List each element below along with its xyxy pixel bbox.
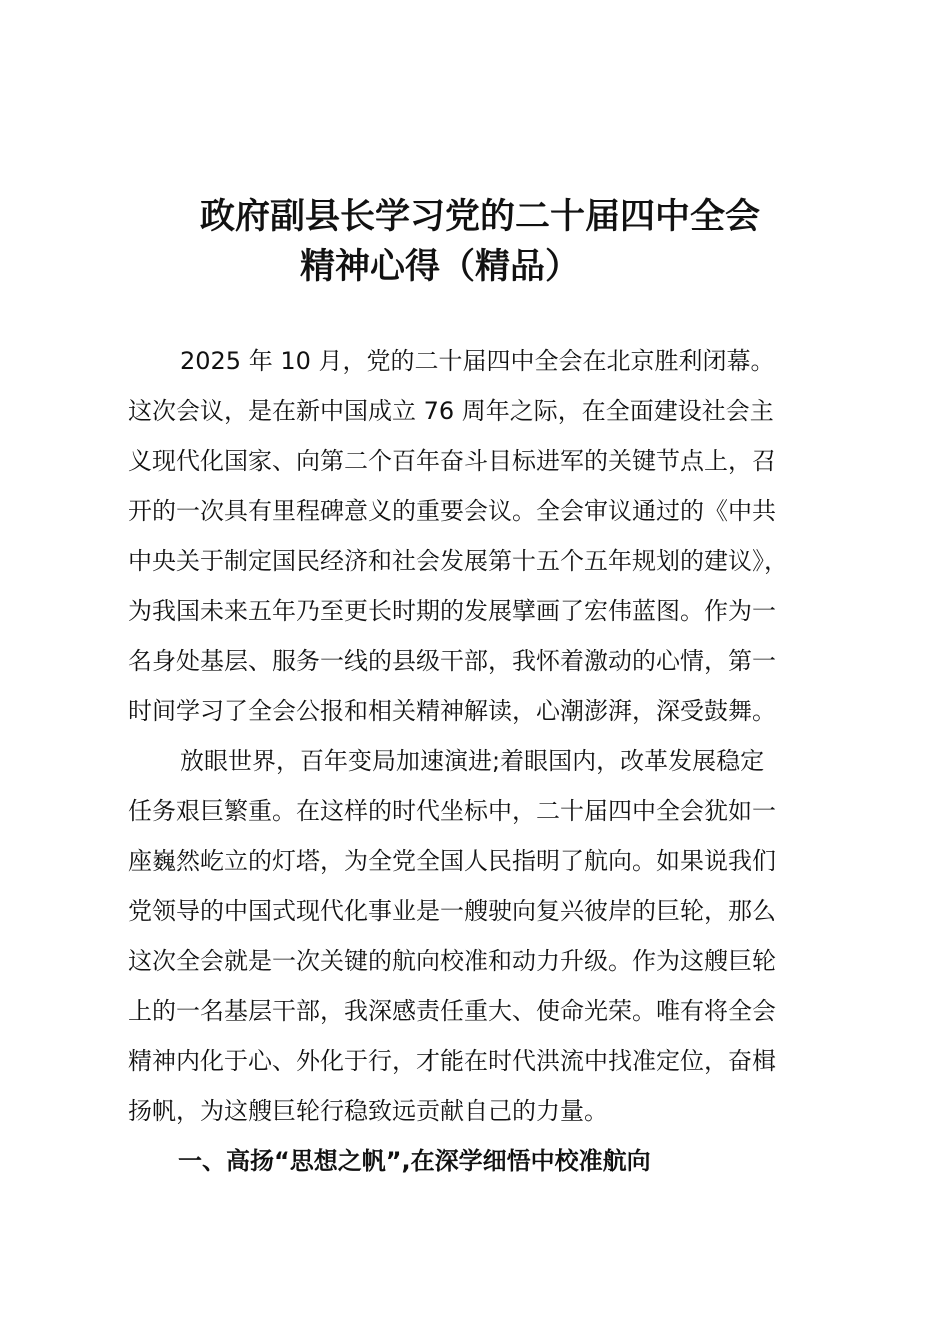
paragraph-1-line: 为我国未来五年乃至更长时期的发展擘画了宏伟蓝图。作为一 [128, 597, 776, 625]
paragraph-2-line: 座巍然屹立的灯塔，为全党全国人民指明了航向。如果说我们 [128, 847, 776, 875]
paragraph-1-line: 中央关于制定国民经济和社会发展第十五个五年规划的建议》， [128, 547, 788, 575]
paragraph-2-line: 任务艰巨繁重。在这样的时代坐标中，二十届四中全会犹如一 [128, 797, 776, 825]
paragraph-2-line: 这次全会就是一次关键的航向校准和动力升级。作为这艘巨轮 [128, 947, 776, 975]
paragraph-1-line: 名身处基层、服务一线的县级干部，我怀着激动的心情，第一 [128, 647, 776, 675]
paragraph-2-line: 放眼世界，百年变局加速演进;着眼国内，改革发展稳定 [180, 747, 765, 775]
document-title-line-1: 政府副县长学习党的二十届四中全会 [199, 197, 760, 237]
paragraph-2-line: 精神内化于心、外化于行，才能在时代洪流中找准定位，奋楫 [128, 1047, 776, 1075]
paragraph-2-line: 扬帆，为这艘巨轮行稳致远贡献自己的力量。 [128, 1097, 608, 1125]
paragraph-1-line: 时间学习了全会公报和相关精神解读，心潮澎湃，深受鼓舞。 [128, 697, 776, 725]
paragraph-2-line: 上的一名基层干部，我深感责任重大、使命光荣。唯有将全会 [128, 997, 776, 1025]
paragraph-1-line: 开的一次具有里程碑意义的重要会议。全会审议通过的《中共 [128, 497, 776, 525]
section-1-heading: 一、高扬“思想之帆”,在深学细悟中校准航向 [178, 1147, 651, 1175]
paragraph-1-line: 这次会议，是在新中国成立 76 周年之际，在全面建设社会主 [128, 397, 774, 425]
paragraph-1-line: 义现代化国家、向第二个百年奋斗目标进军的关键节点上，召 [128, 447, 776, 475]
paragraph-2-line: 党领导的中国式现代化事业是一艘驶向复兴彼岸的巨轮，那么 [128, 897, 776, 925]
document-title-line-2: 精神心得（精品） [299, 247, 580, 287]
paragraph-1-line: 2025 年 10 月，党的二十届四中全会在北京胜利闭幕。 [180, 347, 775, 375]
